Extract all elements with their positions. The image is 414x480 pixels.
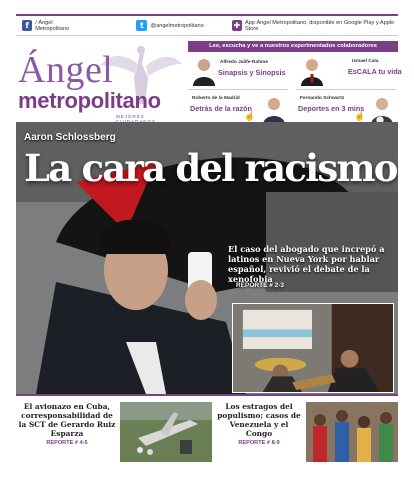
columnist-photo: [300, 56, 324, 86]
collaborator-name: Ismael Cala: [352, 59, 379, 64]
twitter-icon: t: [136, 20, 147, 31]
story-teaser-text: El avionazo en Cuba, corresponsabilidad de la SCT de Gerardo Ruiz Esparza: [18, 402, 116, 438]
front-page: [16, 14, 402, 466]
lead-story[interactable]: [16, 122, 398, 394]
story-teaser-reference: REPORTE # 8-9: [238, 440, 280, 446]
collaborators-heading: Lee, escucha y ve a nuestros experimentados colaboradores: [188, 41, 398, 52]
collaborator-card[interactable]: [296, 54, 402, 90]
lead-story-reference: REPORTE # 2-3: [236, 282, 285, 289]
collaborator-name: Alfredo Jalife-Rahme: [220, 60, 268, 65]
collaborator-section: EsCALA tu vida: [348, 67, 402, 76]
secondary-stories: [16, 394, 398, 466]
play-pointer-icon: ☝: [354, 111, 366, 121]
lead-story-headline: La cara del racismo: [24, 146, 397, 190]
plane-crash-photo: [120, 402, 212, 462]
collaborator-section: Deportes en 3 mins: [298, 104, 365, 113]
facebook-link[interactable]: [22, 20, 84, 32]
lead-story-kicker: Aaron Schlossberg: [24, 132, 116, 143]
story-teaser[interactable]: [216, 402, 302, 462]
columnist-photo: [370, 95, 394, 125]
collaborator-card[interactable]: [188, 54, 288, 90]
facebook-icon: f: [22, 20, 32, 31]
columnist-photo: [192, 56, 216, 86]
story-teaser[interactable]: [18, 402, 116, 462]
newspaper-logo[interactable]: [18, 44, 186, 128]
story-teaser-text: Los estragos del populismo; casos de Venezuela y el Congo: [217, 402, 301, 438]
social-bar: [16, 14, 398, 36]
app-icon: ✚: [233, 21, 241, 30]
lead-story-summary: El caso del abogado que increpó a latinos en Nueva York por hablar español, revivió el debate de la xenofobia: [228, 244, 385, 284]
masthead: [16, 38, 402, 130]
logo-title-line1: Ángel: [18, 49, 114, 91]
protest-photo: [232, 303, 394, 393]
collaborators-panel: [188, 41, 402, 127]
twitter-label: @angelmetropolitano: [150, 22, 204, 29]
refugees-photo: [306, 402, 398, 462]
logo-title-line2: metropolitano: [18, 88, 161, 113]
collaborator-section: Detrás de la razón: [190, 104, 252, 113]
story-teaser-reference: REPORTE # 4-5: [46, 440, 88, 446]
app-label: App Ángel Metropolitano, disponible en Google Play y Apple Store: [244, 19, 395, 32]
columnist-photo: [262, 95, 286, 125]
logo-tagline: MEJORES: [116, 114, 145, 119]
twitter-link[interactable]: [136, 20, 203, 31]
play-pointer-icon: ☝: [244, 111, 256, 121]
facebook-label: / Ángel Metropolitano: [35, 19, 70, 32]
collaborator-name: Roberto de la Madrid: [192, 96, 240, 101]
collaborator-section: Sinapsis y Sinopsis: [218, 68, 286, 77]
app-link[interactable]: [232, 20, 398, 32]
collaborator-name: Fernando Schwartz: [300, 96, 345, 101]
